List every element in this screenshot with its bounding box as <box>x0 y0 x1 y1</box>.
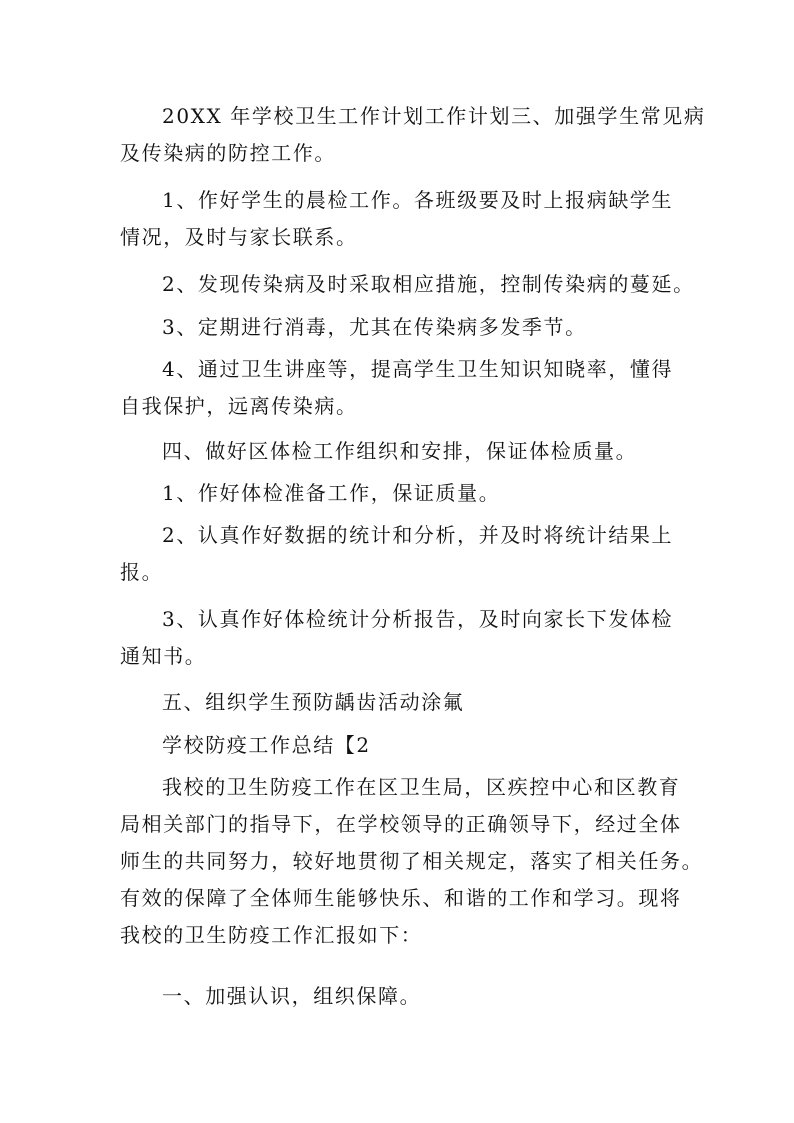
text-line: 4、通过卫生讲座等，提高学生卫生知识知晓率，懂得 <box>162 357 674 381</box>
text-line: 自我保护，远离传染病。 <box>120 394 358 418</box>
text-line: 3、认真作好体检统计分析报告，及时向家长下发体检 <box>162 607 674 631</box>
text-line: 2、发现传染病及时采取相应措施，控制传染病的蔓延。 <box>162 272 695 296</box>
text-line: 一、加强认识，组织保障。 <box>162 984 422 1008</box>
text-line: 五、组织学生预防龋齿活动涂氟 <box>162 690 465 714</box>
text-line: 四、做好区体检工作组织和安排，保证体检质量。 <box>162 439 638 463</box>
text-line: 局相关部门的指导下，在学校领导的正确领导下，经过全体 <box>120 812 682 836</box>
section-heading-epidemic-summary <box>120 727 690 764</box>
text-line: 学校防疫工作总结【2 <box>162 733 371 757</box>
paragraph-section-four <box>120 433 690 470</box>
paragraph-exam-report <box>120 601 690 675</box>
paragraph-section-one <box>120 978 690 1015</box>
paragraph-data-statistics <box>120 517 690 591</box>
text-line: 报。 <box>120 560 164 584</box>
paragraph-morning-check <box>120 182 690 256</box>
paragraph-section-five <box>120 684 690 721</box>
paragraph-infection-control <box>120 266 695 303</box>
paragraph-plan-item-three <box>120 98 706 172</box>
text-line: 3、定期进行消毒，尤其在传染病多发季节。 <box>162 315 587 339</box>
text-line: 有效的保障了全体师生能够快乐、和谐的工作和学习。现将 <box>120 886 682 910</box>
text-line: 通知书。 <box>120 644 207 668</box>
text-line: 我校的卫生防疫工作汇报如下： <box>120 923 423 947</box>
paragraph-summary-intro <box>120 769 704 954</box>
text-line: 1、作好学生的晨检工作。各班级要及时上报病缺学生 <box>162 188 674 212</box>
paragraph-exam-prep <box>120 475 690 512</box>
text-line: 1、作好体检准备工作，保证质量。 <box>162 481 501 505</box>
text-line: 及传染病的防控工作。 <box>120 141 336 165</box>
text-line: 情况，及时与家长联系。 <box>120 225 358 249</box>
paragraph-disinfection <box>120 309 690 346</box>
paragraph-health-lectures <box>120 351 690 425</box>
text-line: 2、认真作好数据的统计和分析，并及时将统计结果上 <box>162 523 674 547</box>
text-line: 我校的卫生防疫工作在区卫生局，区疾控中心和区教育 <box>162 775 681 799</box>
text-line: 师生的共同努力，较好地贯彻了相关规定，落实了相关任务。 <box>120 849 704 873</box>
text-line: 20XX 年学校卫生工作计划工作计划三、加强学生常见病 <box>162 104 706 128</box>
